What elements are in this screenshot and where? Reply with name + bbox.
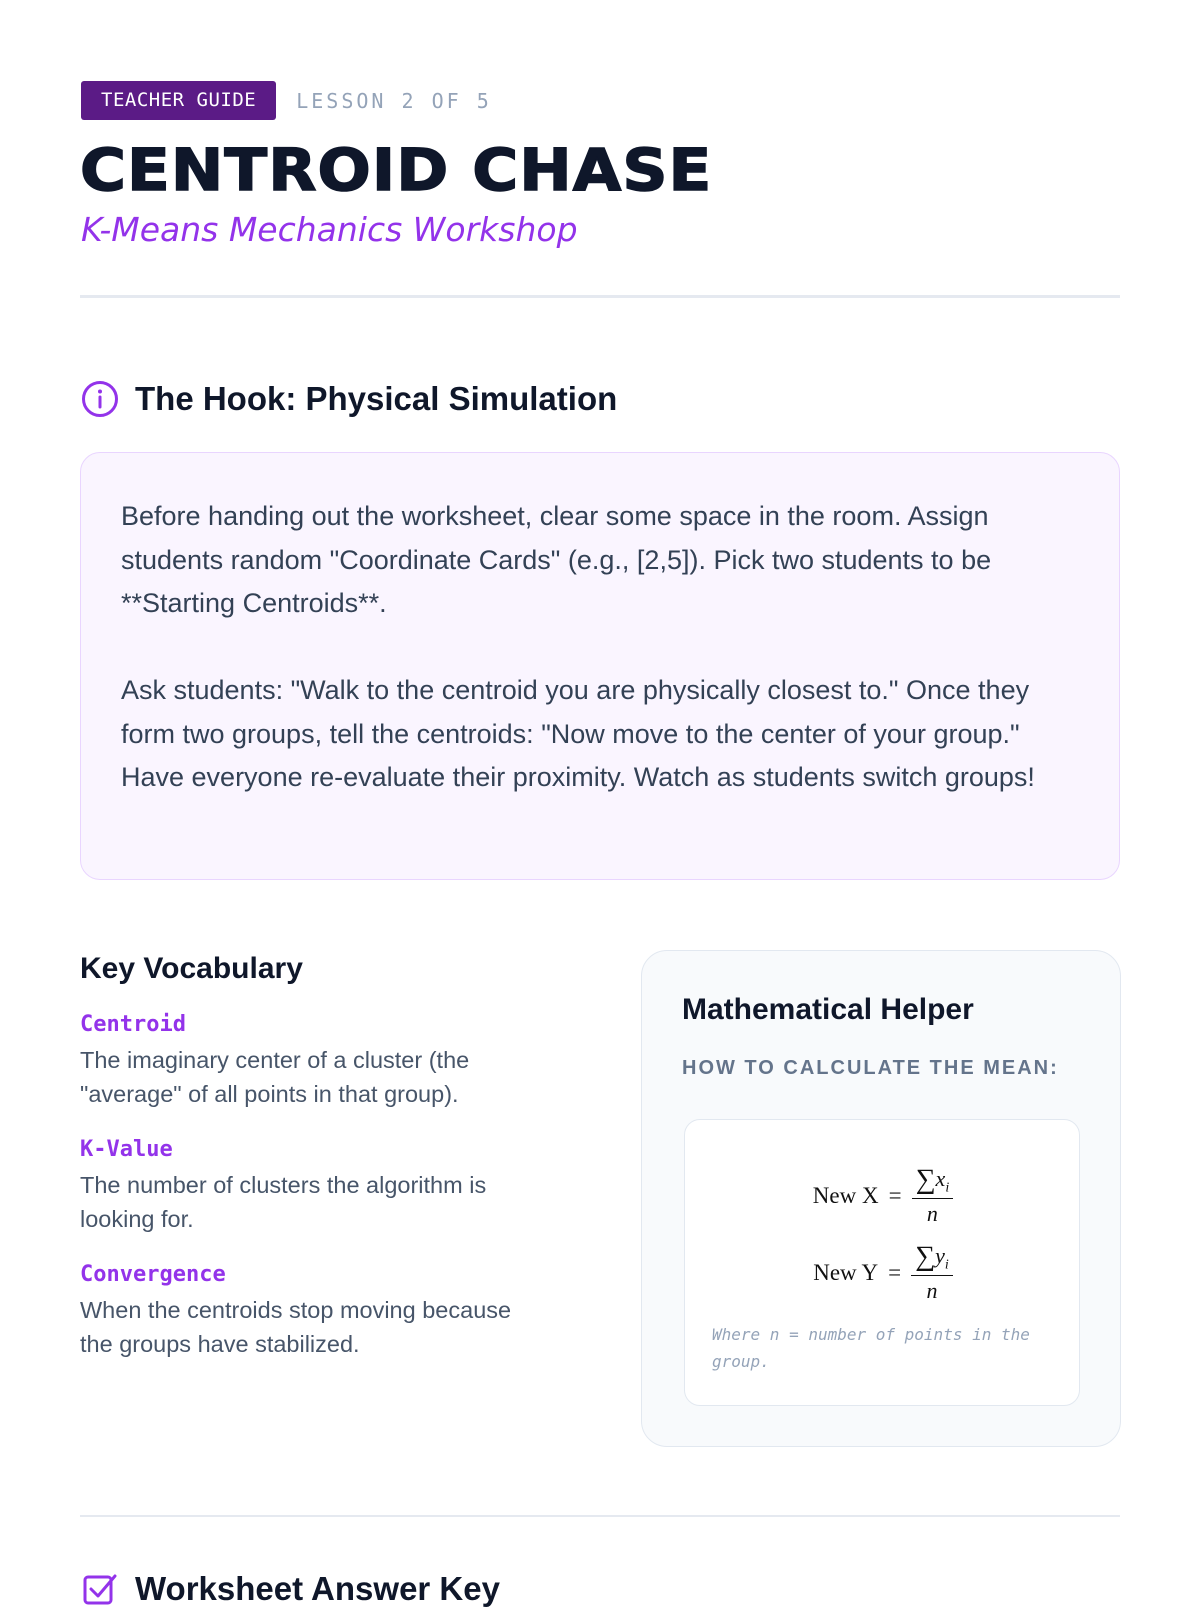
answer-key-heading: Worksheet Answer Key [135, 1570, 500, 1607]
hook-heading: The Hook: Physical Simulation [135, 380, 618, 417]
formula-variable [935, 1166, 950, 1196]
vocab-term: Convergence [80, 1262, 226, 1287]
formula-lhs: New Y [813, 1259, 879, 1285]
formula-card [684, 1119, 1080, 1406]
vocab-term: K-Value [80, 1137, 173, 1162]
hook-section-header [81, 380, 617, 418]
sigma-symbol: ∑ [915, 1241, 936, 1272]
helper-heading: Mathematical Helper [682, 993, 974, 1026]
formula-fraction [912, 1164, 954, 1227]
sigma-symbol: ∑ [915, 1164, 936, 1195]
vocab-definition: The imaginary center of a cluster (the "average" of all points in that group). [80, 1047, 470, 1107]
formula-lhs: New X [812, 1182, 879, 1208]
hook-callout [80, 452, 1120, 880]
vocabulary-heading: Key Vocabulary [80, 952, 303, 985]
formula-numerator [911, 1241, 953, 1276]
info-circle-icon [81, 380, 119, 418]
variable-subscript: i [944, 1257, 949, 1273]
formula-denominator: n [926, 1278, 938, 1304]
checkbox-icon [81, 1570, 119, 1608]
hook-paragraph: Ask students: "Walk to the centroid you are physically closest to." Once they form two groups, tell the centroids: "Now move to the center of your group." Have everyone re-evaluate their proximity. Watch as students switch groups! [121, 675, 1035, 792]
formula-variable [935, 1243, 949, 1273]
formula-new-x [685, 1164, 1081, 1227]
vocab-definition: When the centroids stop moving because the groups have stabilized. [80, 1297, 512, 1357]
answer-key-section-header [81, 1570, 500, 1608]
section-divider [80, 1515, 1120, 1517]
hook-paragraph: Before handing out the worksheet, clear some space in the room. Assign students random "Coordinate Cards" (e.g., [2,5]). Pick two students to be **Starting Centroids**. [121, 501, 992, 618]
formula-numerator [912, 1164, 954, 1199]
variable-subscript: i [945, 1180, 950, 1196]
formula-fraction [911, 1241, 953, 1304]
variable-letter: y [935, 1243, 945, 1268]
vocab-term: Centroid [80, 1012, 186, 1037]
variable-letter: x [935, 1166, 946, 1191]
teacher-guide-badge: TEACHER GUIDE [81, 81, 276, 120]
vocab-definition: The number of clusters the algorithm is looking for. [80, 1172, 487, 1232]
page-title: CENTROID CHASE [80, 136, 713, 204]
vocabulary-list [80, 986, 550, 1361]
lesson-indicator: LESSON 2 OF 5 [296, 88, 492, 113]
page-subtitle: K-Means Mechanics Workshop [81, 210, 578, 249]
formula-new-y [685, 1241, 1081, 1304]
formula-denominator: n [926, 1201, 938, 1227]
math-helper-card [641, 950, 1121, 1447]
equals-sign: = [888, 1182, 902, 1208]
formula-note: Where n = number of points in the group. [712, 1325, 1030, 1371]
helper-label: HOW TO CALCULATE THE MEAN: [682, 1057, 1059, 1079]
equals-sign: = [888, 1259, 902, 1285]
key-vocabulary [80, 952, 550, 1387]
header-divider [80, 295, 1120, 298]
header-meta [81, 81, 492, 120]
